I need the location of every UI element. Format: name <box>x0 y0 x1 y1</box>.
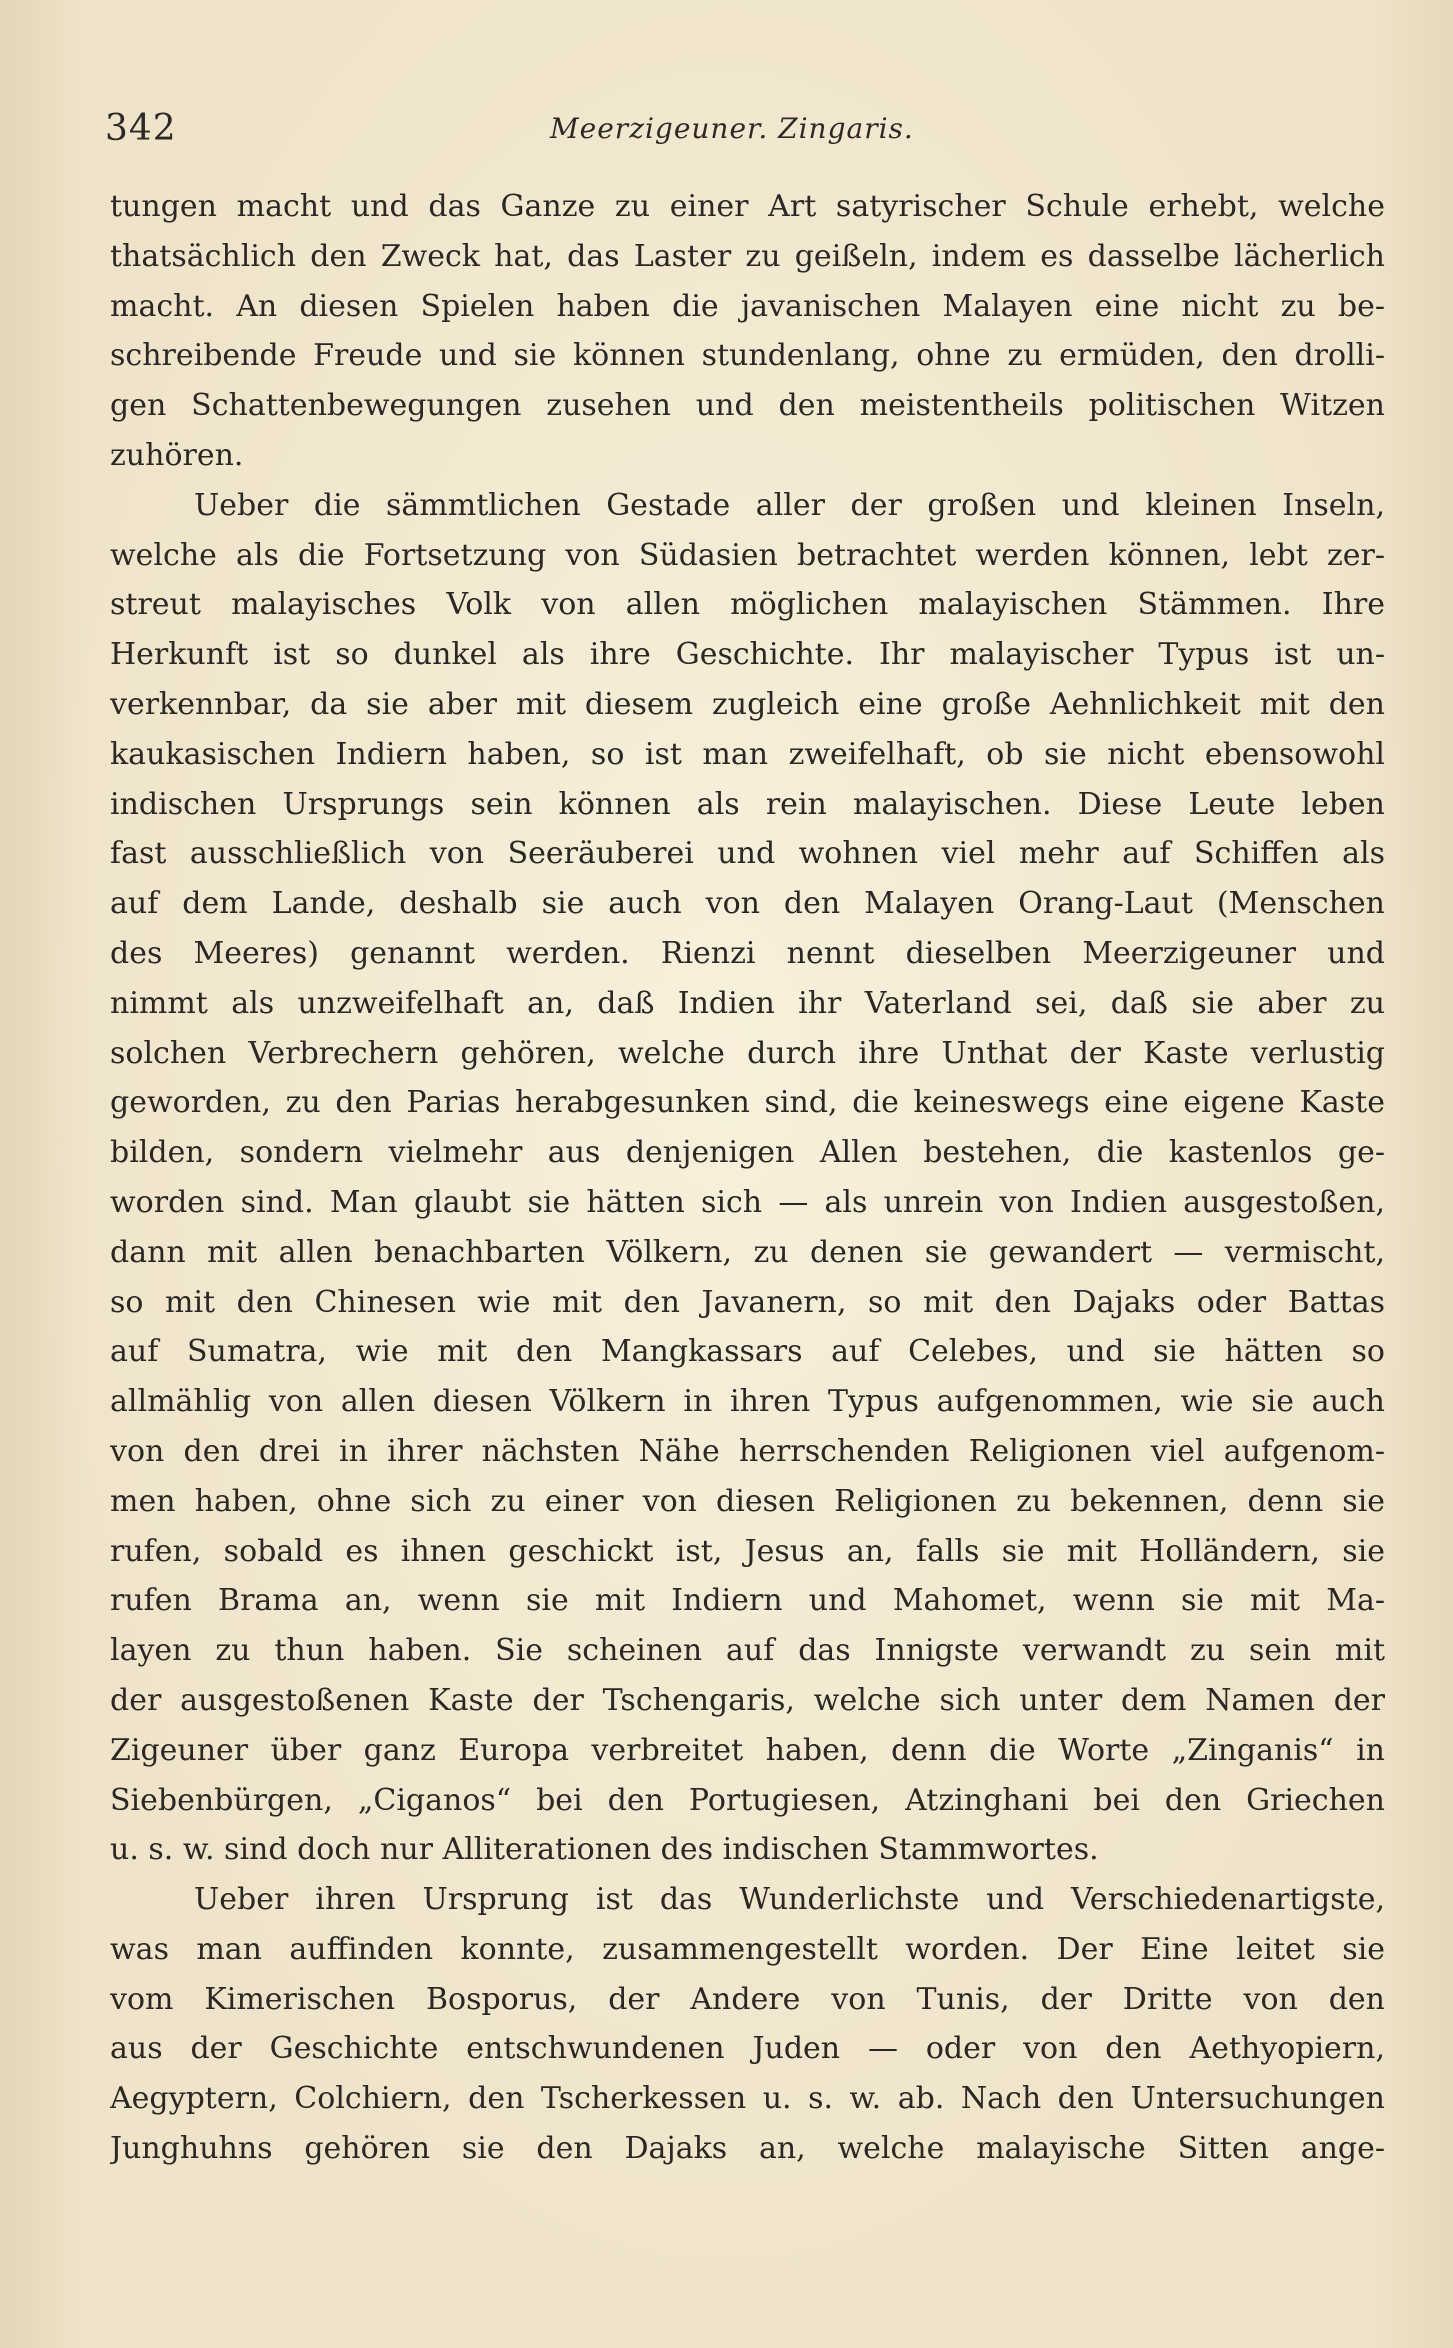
text-line: worden sind. Man glaubt sie hätten sich — als unrein von Indien ausgestoßen, <box>110 1184 1385 1220</box>
text-line: schreibende Freude und sie können stundenlang, ohne zu ermüden, den drolli- <box>110 338 1385 374</box>
text-line: tungen macht und das Ganze zu einer Art satyrischer Schule erhebt, welche <box>110 189 1385 224</box>
text-line: Ueber die sämmtlichen Gestade aller der großen und kleinen Inseln, <box>194 487 1385 523</box>
text-line: solchen Verbrechern gehören, welche durch ihre Unthat der Kaste verlustig <box>110 1035 1385 1071</box>
body-text <box>110 182 1385 2174</box>
text-line: thatsächlich den Zweck hat, das Laster zu geißeln, indem es dasselbe lächerlich <box>110 238 1385 274</box>
text-line: rufen Brama an, wenn sie mit Indiern und Mahomet, wenn sie mit Ma- <box>110 1583 1385 1619</box>
text-line: fast ausschließlich von Seeräuberei und wohnen viel mehr auf Schiffen als <box>110 836 1385 872</box>
text-line: geworden, zu den Parias herabgesunken sind, die keineswegs eine eigene Kaste <box>110 1085 1385 1121</box>
text-line: indischen Ursprungs sein können als rein malayischen. Diese Leute leben <box>110 786 1385 822</box>
text-line: zuhören. <box>110 437 244 473</box>
text-line: was man auffinden konnte, zusammengestellt worden. Der Eine leitet sie <box>110 1931 1385 1967</box>
text-line: men haben, ohne sich zu einer von diesen Religionen zu bekennen, denn sie <box>110 1483 1385 1519</box>
text-line: gen Schattenbewegungen zusehen und den meistentheils politischen Witzen <box>110 388 1385 424</box>
text-line: vom Kimerischen Bosporus, der Andere von Tunis, der Dritte von den <box>110 1981 1385 2017</box>
paragraph-2 <box>110 481 1385 1875</box>
text-line: bilden, sondern vielmehr aus denjenigen Allen bestehen, die kastenlos ge- <box>110 1135 1385 1171</box>
text-line: des Meeres) genannt werden. Rienzi nennt dieselben Meerzigeuner und <box>110 935 1385 971</box>
text-line: auf dem Lande, deshalb sie auch von den Malayen Orang-Laut (Menschen <box>110 886 1385 922</box>
text-line: von den drei in ihrer nächsten Nähe herrschenden Religionen viel aufgenom- <box>110 1433 1385 1469</box>
text-line: Herkunft ist so dunkel als ihre Geschichte. Ihr malayischer Typus ist un- <box>110 637 1385 673</box>
paragraph-1 <box>110 182 1385 481</box>
text-line: dann mit allen benachbarten Völkern, zu denen sie gewandert — vermischt, <box>110 1234 1385 1270</box>
text-line: Aegyptern, Colchiern, den Tscherkessen u. s. w. ab. Nach den Untersuchungen <box>110 2081 1385 2117</box>
running-head: Meerzigeuner. Zingaris. <box>550 112 914 145</box>
paragraph-3 <box>110 1875 1385 2174</box>
text-line: so mit den Chinesen wie mit den Javanern, so mit den Dajaks oder Battas <box>110 1284 1385 1320</box>
text-line: Siebenbürgen, „Ciganos“ bei den Portugiesen, Atzinghani bei den Griechen <box>110 1782 1385 1818</box>
page-number: 342 <box>105 108 177 149</box>
text-line: nimmt als unzweifelhaft an, daß Indien ihr Vaterland sei, daß sie aber zu <box>110 985 1385 1021</box>
text-line: macht. An diesen Spielen haben die javanischen Malayen eine nicht zu be- <box>110 288 1385 324</box>
text-line: Ueber ihren Ursprung ist das Wunderlichste und Verschiedenartigste, <box>194 1882 1385 1918</box>
text-line: Junghuhns gehören sie den Dajaks an, welche malayische Sitten ange- <box>110 2131 1385 2167</box>
text-line: der ausgestoßenen Kaste der Tschengaris, welche sich unter dem Namen der <box>110 1682 1385 1718</box>
text-line: Zigeuner über ganz Europa verbreitet haben, denn die Worte „Zinganis“ in <box>110 1732 1385 1768</box>
text-line: aus der Geschichte entschwundenen Juden — oder von den Aethyopiern, <box>110 2031 1385 2067</box>
text-line: rufen, sobald es ihnen geschickt ist, Jesus an, falls sie mit Holländern, sie <box>110 1533 1385 1569</box>
text-line: layen zu thun haben. Sie scheinen auf das Innigste verwandt zu sein mit <box>110 1633 1385 1669</box>
text-line: welche als die Fortsetzung von Südasien betrachtet werden können, lebt zer- <box>110 537 1385 573</box>
page-header <box>105 108 1295 158</box>
text-line: allmählig von allen diesen Völkern in ihren Typus aufgenommen, wie sie auch <box>110 1384 1385 1420</box>
text-line: kaukasischen Indiern haben, so ist man zweifelhaft, ob sie nicht ebensowohl <box>110 736 1385 772</box>
text-line: auf Sumatra, wie mit den Mangkassars auf Celebes, und sie hätten so <box>110 1334 1385 1370</box>
text-line: streut malayisches Volk von allen möglichen malayischen Stämmen. Ihre <box>110 587 1385 623</box>
text-line: u. s. w. sind doch nur Alliterationen des indischen Stammwortes. <box>110 1832 1099 1868</box>
text-line: verkennbar, da sie aber mit diesem zugleich eine große Aehnlichkeit mit den <box>110 686 1385 722</box>
